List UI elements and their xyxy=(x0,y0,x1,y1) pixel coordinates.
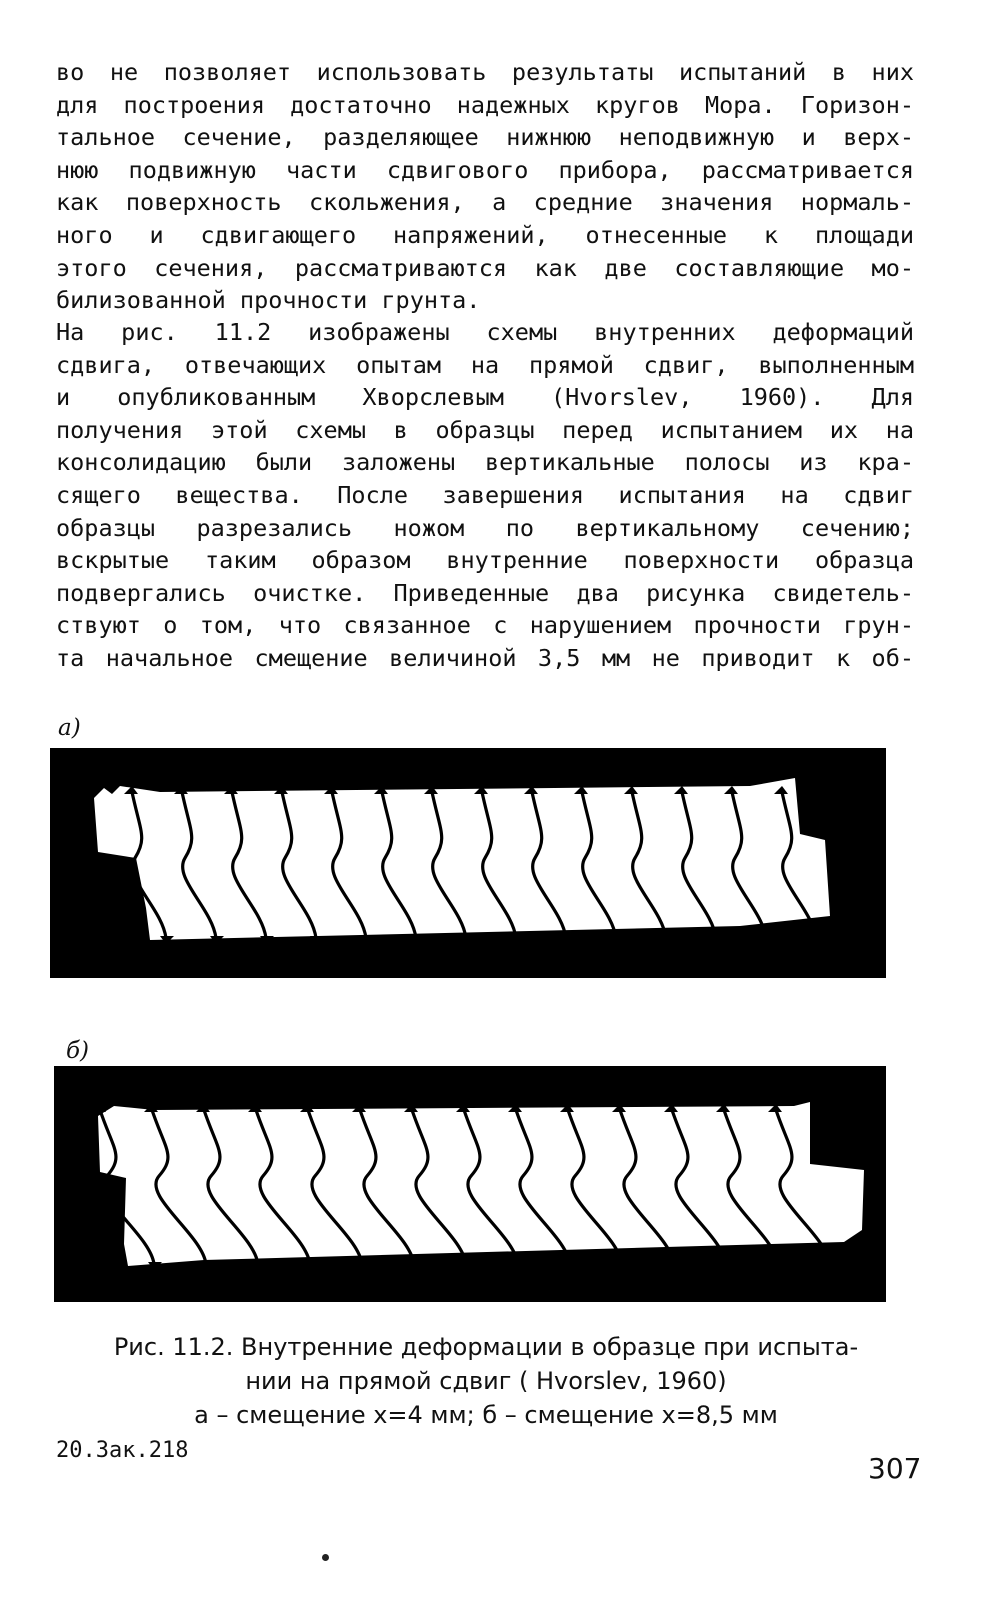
print-speck xyxy=(322,1554,329,1561)
edge-notch xyxy=(510,936,524,944)
figure-panel-a xyxy=(50,748,886,978)
edge-notch xyxy=(610,936,624,944)
edge-notch xyxy=(174,786,188,794)
text-line: и опубликованным Хворслевым (Hvorslev, 1960). Для xyxy=(56,383,914,412)
edge-notch xyxy=(92,1104,106,1112)
caption-line: Рис. 11.2. Внутренние деформации в образце при испыта- xyxy=(113,1333,859,1361)
edge-notch xyxy=(274,786,288,794)
text-line: подвергались очистке. Приведенные два рисунка свидетель- xyxy=(56,578,914,607)
text-line: нюю подвижную части сдвигового прибора, рассматривается xyxy=(56,155,914,184)
edge-notch xyxy=(144,1104,158,1112)
panel-b-label: б) xyxy=(66,1038,90,1064)
text-line: На рис. 11.2 изображены схемы внутренних деформаций xyxy=(56,318,914,346)
edge-notch xyxy=(210,936,224,944)
edge-notch xyxy=(616,1262,630,1270)
edge-notch xyxy=(564,1262,578,1270)
text-line: ствуют о том, что связанное с нарушением прочности грун- xyxy=(56,611,914,640)
edge-notch xyxy=(304,1262,318,1270)
shear-diagram-b xyxy=(54,1066,886,1302)
text-line: ного и сдвигающего напряжений, отнесенные к площади xyxy=(56,220,914,249)
edge-notch xyxy=(668,1262,682,1270)
edge-notch xyxy=(260,936,274,944)
edge-notch xyxy=(224,786,238,794)
text-line: та начальное смещение величиной 3,5 мм не приводит к об- xyxy=(56,643,914,672)
edge-notch xyxy=(252,1262,266,1270)
paragraph-2 xyxy=(56,316,914,675)
text-line: тальное сечение, разделяющее нижнюю неподвижную и верх- xyxy=(56,123,914,152)
edge-notch xyxy=(810,936,824,944)
text-line: консолидацию были заложены вертикальные полосы из кра- xyxy=(56,448,914,477)
figure-panel-b xyxy=(54,1066,886,1302)
text-line: как поверхность скольжения, а средние значения нормаль- xyxy=(56,188,914,217)
edge-notch xyxy=(710,936,724,944)
edge-notch xyxy=(352,1104,366,1112)
soil-sample xyxy=(94,778,830,940)
edge-notch xyxy=(360,936,374,944)
page-number: 307 xyxy=(868,1452,922,1485)
text-line: образцы разрезались ножом по вертикальному сечению; xyxy=(56,513,914,542)
edge-notch xyxy=(512,1262,526,1270)
edge-notch xyxy=(404,1104,418,1112)
edge-notch xyxy=(560,936,574,944)
edge-notch xyxy=(310,936,324,944)
edge-notch xyxy=(760,936,774,944)
figure-caption xyxy=(56,1330,916,1432)
edge-notch xyxy=(410,936,424,944)
soil-sample xyxy=(98,1102,864,1266)
text-line: билизованной прочности грунта. xyxy=(56,286,481,315)
text-line: сящего вещества. После завершения испытания на сдвиг xyxy=(56,480,914,509)
text-line: получения этой схемы в образцы перед испытанием их на xyxy=(56,415,914,444)
edge-notch xyxy=(300,1104,314,1112)
edge-notch xyxy=(460,936,474,944)
edge-notch xyxy=(772,1262,786,1270)
printer-signature: 20.Зак.218 xyxy=(56,1438,189,1463)
edge-notch xyxy=(196,1104,210,1112)
panel-a-label: а) xyxy=(58,715,81,741)
edge-notch xyxy=(456,1104,470,1112)
edge-notch xyxy=(200,1262,214,1270)
edge-notch xyxy=(720,1262,734,1270)
edge-notch xyxy=(248,1104,262,1112)
caption-line: нии на прямой сдвиг ( Hvorslev, 1960) xyxy=(245,1367,727,1395)
text-line: вскрытые таким образом внутренние поверхности образца xyxy=(56,546,914,575)
text-line: для построения достаточно надежных кругов Мора. Горизон- xyxy=(56,90,914,119)
edge-notch xyxy=(408,1262,422,1270)
text-line: этого сечения, рассматриваются как две составляющие мо- xyxy=(56,253,914,282)
edge-notch xyxy=(824,1262,838,1270)
paragraph-1 xyxy=(56,56,914,317)
edge-notch xyxy=(324,786,338,794)
text-line: сдвига, отвечающих опытам на прямой сдвиг, выполненным xyxy=(56,350,914,379)
edge-notch xyxy=(660,936,674,944)
edge-notch xyxy=(460,1262,474,1270)
text-line: во не позволяет использовать результаты испытаний в них xyxy=(56,58,914,86)
caption-line: а – смещение x=4 мм; б – смещение x=8,5 мм xyxy=(194,1401,778,1429)
edge-notch xyxy=(160,936,174,944)
edge-notch xyxy=(148,1262,162,1270)
edge-notch xyxy=(356,1262,370,1270)
shear-diagram-a xyxy=(50,748,886,978)
